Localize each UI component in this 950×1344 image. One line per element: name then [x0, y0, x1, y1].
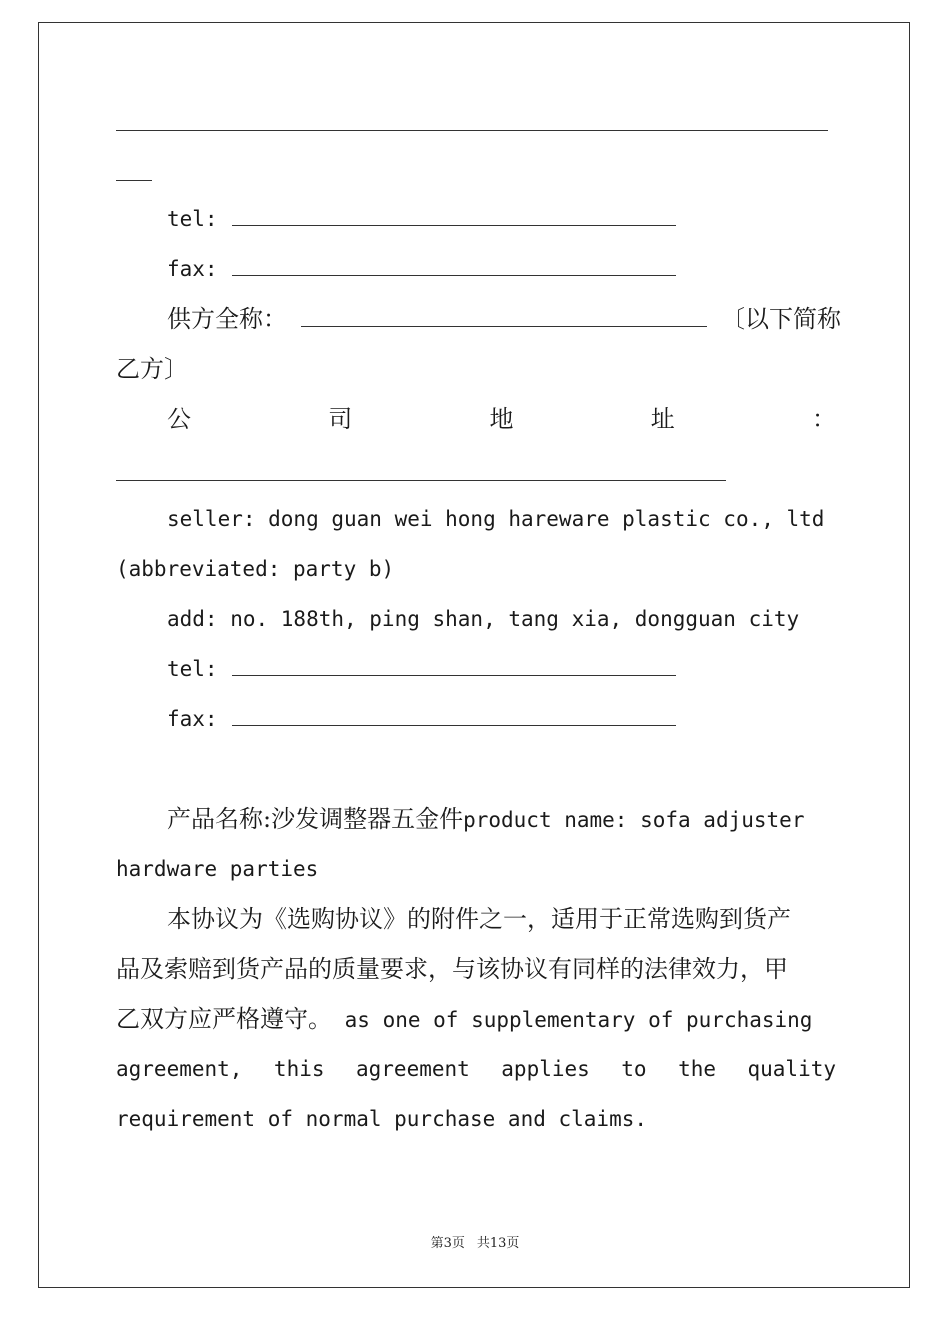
blank-line-full — [116, 94, 836, 144]
addr-char-2: 司 — [328, 405, 353, 433]
page-total: 共13页 — [476, 1236, 520, 1251]
fax-label: fax: — [167, 707, 218, 731]
seller-abbrev: (abbreviated: party b) — [116, 557, 395, 581]
supplier-blank — [301, 325, 707, 327]
product-line-2 — [116, 844, 836, 894]
page-footer — [0, 1232, 950, 1251]
agreement-line-2 — [116, 944, 836, 994]
address-blank-line — [116, 444, 836, 494]
fill-in-rule-stub — [116, 180, 152, 181]
seller-line-2 — [116, 544, 836, 594]
supplier-suffix-line — [116, 344, 836, 394]
agreement-line-4 — [116, 1044, 836, 1094]
seller-address: add: no. 188th, ping shan, tang xia, dongguan city — [167, 607, 800, 631]
buyer-tel-line — [116, 194, 836, 244]
addr-char-5: ： — [812, 405, 836, 433]
spacer-line — [116, 744, 836, 794]
addr-char-3: 地 — [489, 405, 514, 433]
agreement-text-4: agreement, this agreement applies to the quality — [116, 1057, 836, 1081]
blank-line-stub — [116, 144, 836, 194]
page-number: 第3页 — [430, 1236, 465, 1251]
seller-text: seller: dong guan wei hong hareware plastic co., ltd — [167, 507, 825, 531]
agreement-line-5 — [116, 1094, 836, 1144]
supplier-suffix-2: 乙方〕 — [116, 355, 188, 383]
addr-char-4: 址 — [650, 405, 675, 433]
seller-line-1 — [116, 494, 836, 544]
agreement-text-3-cn: 乙双方应严格遵守。 — [116, 1005, 332, 1033]
seller-add-line — [116, 594, 836, 644]
document-body — [116, 94, 841, 1144]
tel-blank — [232, 224, 676, 226]
product-parties: hardware parties — [116, 857, 319, 881]
fax-blank — [232, 274, 676, 276]
agreement-line-3 — [116, 994, 836, 1044]
seller-tel-line — [116, 644, 836, 694]
fax-blank — [232, 724, 676, 726]
product-line-1 — [116, 794, 836, 844]
product-name-en: product name: sofa adjuster — [463, 808, 805, 832]
addr-char-1: 公 — [167, 405, 191, 433]
agreement-text-1: 本协议为《选购协议》的附件之一，适用于正常选购到货产 — [167, 905, 791, 933]
fill-in-rule — [116, 130, 828, 131]
company-address-line — [116, 394, 836, 444]
seller-fax-line — [116, 694, 836, 744]
agreement-text-5: requirement of normal purchase and claims. — [116, 1107, 648, 1131]
tel-blank — [232, 674, 676, 676]
fax-label: fax: — [167, 257, 218, 281]
buyer-fax-line — [116, 244, 836, 294]
tel-label: tel: — [167, 207, 218, 231]
supplier-suffix: 〔以下简称 — [721, 305, 841, 333]
agreement-text-2: 品及索赔到货产品的质量要求，与该协议有同样的法律效力，甲 — [116, 955, 788, 983]
supplier-label: 供方全称： — [167, 305, 287, 333]
agreement-text-3-en: as one of supplementary of purchasing — [344, 1008, 813, 1032]
tel-label: tel: — [167, 657, 218, 681]
address-rule — [116, 480, 726, 481]
product-name-cn: 产品名称:沙发调整器五金件 — [167, 805, 464, 833]
agreement-line-1 — [116, 894, 836, 944]
supplier-name-line — [116, 294, 841, 344]
